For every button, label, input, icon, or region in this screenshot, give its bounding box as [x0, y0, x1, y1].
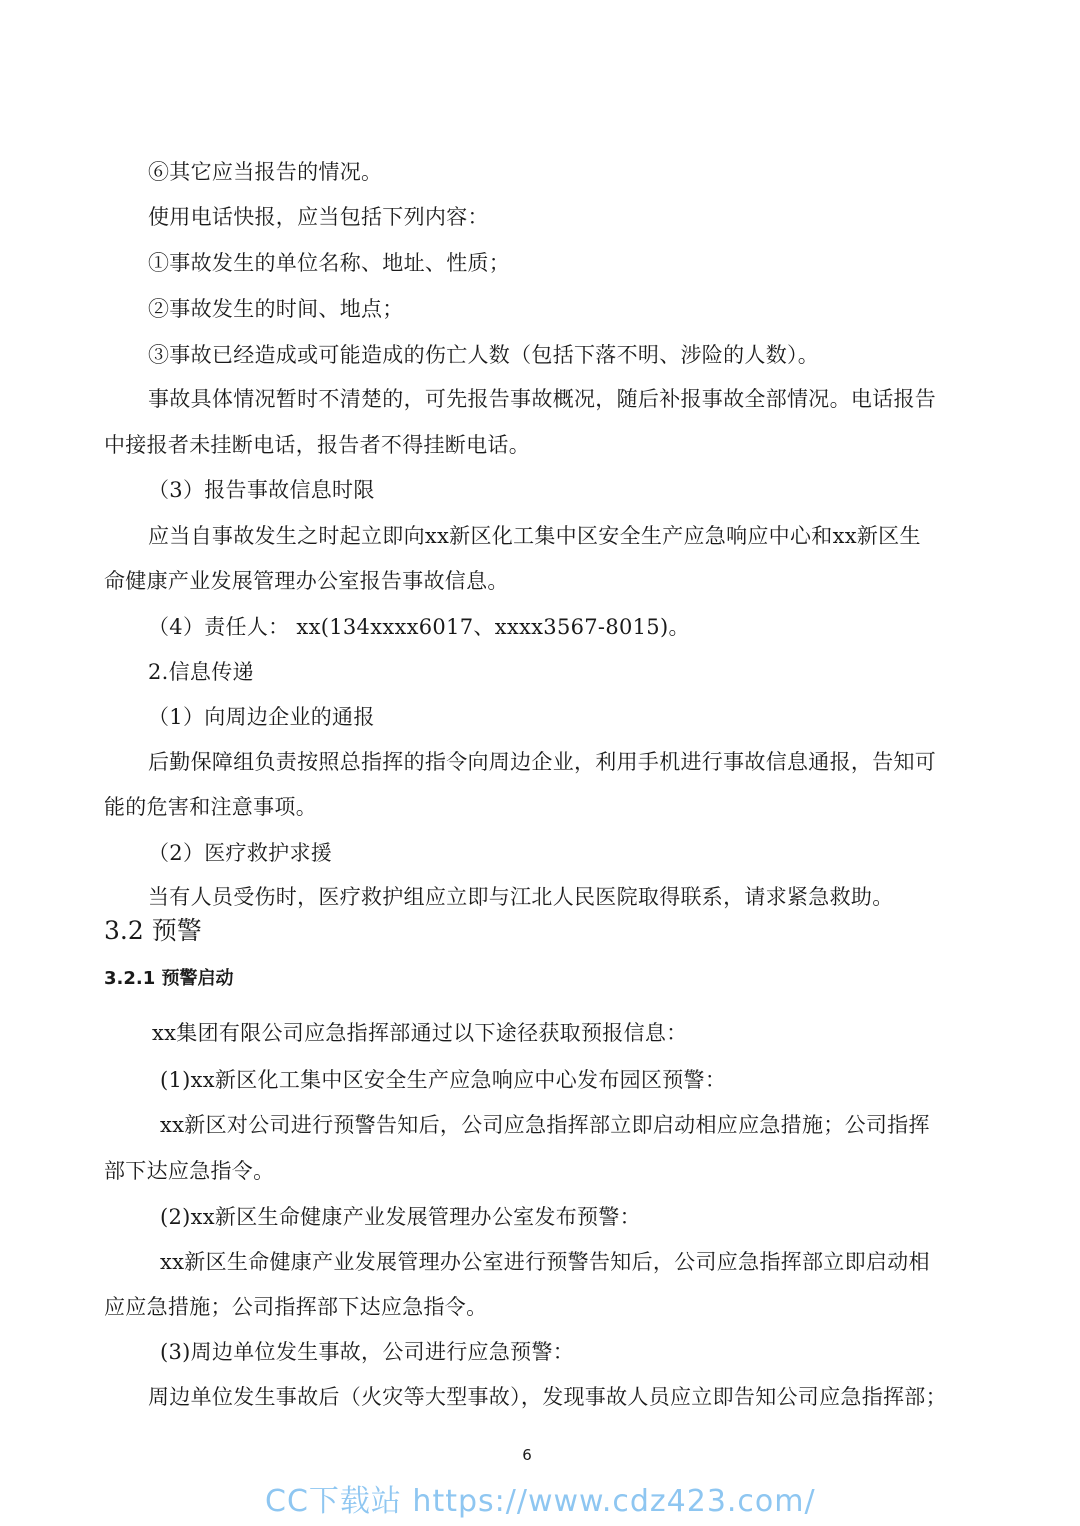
paragraph-line: ①事故发生的单位名称、地址、性质；	[148, 251, 511, 275]
paragraph-line: ⑥其它应当报告的情况。	[148, 160, 383, 184]
paragraph-line: （3）报告事故信息时限	[148, 478, 375, 502]
paragraph-line: 中接报者未挂断电话，报告者不得挂断电话。	[104, 433, 530, 457]
paragraph-line: (2)xx新区生命健康产业发展管理办公室发布预警：	[160, 1205, 641, 1229]
paragraph-line: 事故具体情况暂时不清楚的，可先报告事故概况，随后补报事故全部情况。电话报告	[148, 387, 937, 411]
paragraph-line: （4）责任人： xx(134xxxx6017、xxxx3567-8015)。	[148, 615, 690, 639]
watermark: CC下载站 https://www.cdz423.com/	[265, 1484, 816, 1519]
paragraph-line: 后勤保障组负责按照总指挥的指令向周边企业，利用手机进行事故信息通报，告知可	[148, 750, 937, 774]
paragraph-line: ②事故发生的时间、地点；	[148, 297, 404, 321]
paragraph-line: 部下达应急指令。	[104, 1159, 275, 1183]
paragraph-line: xx集团有限公司应急指挥部通过以下途径获取预报信息：	[152, 1021, 688, 1045]
page-number: 6	[522, 1446, 532, 1464]
paragraph-line: （2）医疗救护求援	[148, 841, 333, 865]
paragraph-line: xx新区生命健康产业发展管理办公室进行预警告知后，公司应急指挥部立即启动相	[160, 1250, 930, 1274]
subsection-heading: 3.2.1 预警启动	[104, 968, 234, 989]
paragraph-line: 周边单位发生事故后（火灾等大型事故），发现事故人员应立即告知公司应急指挥部；	[148, 1385, 947, 1409]
paragraph-line: （1）向周边企业的通报	[148, 705, 375, 729]
paragraph-line: ③事故已经造成或可能造成的伤亡人数（包括下落不明、涉险的人数）。	[148, 343, 820, 367]
paragraph-line: 当有人员受伤时，医疗救护组应立即与江北人民医院取得联系，请求紧急救助。	[148, 885, 894, 909]
paragraph-line: (3)周边单位发生事故，公司进行应急预警：	[160, 1340, 575, 1364]
paragraph-line: 使用电话快报，应当包括下列内容：	[148, 205, 489, 229]
paragraph-line: 2.信息传递	[148, 660, 254, 684]
paragraph-line: 命健康产业发展管理办公室报告事故信息。	[104, 569, 509, 593]
section-heading: 3.2 预警	[104, 916, 202, 945]
paragraph-line: xx新区对公司进行预警告知后，公司应急指挥部立即启动相应应急措施；公司指挥	[160, 1113, 930, 1137]
paragraph-line: (1)xx新区化工集中区安全生产应急响应中心发布园区预警：	[160, 1068, 727, 1092]
paragraph-line: 应当自事故发生之时起立即向xx新区化工集中区安全生产应急响应中心和xx新区生	[148, 524, 921, 548]
paragraph-line: 能的危害和注意事项。	[104, 795, 317, 819]
paragraph-line: 应应急措施；公司指挥部下达应急指令。	[104, 1295, 488, 1319]
